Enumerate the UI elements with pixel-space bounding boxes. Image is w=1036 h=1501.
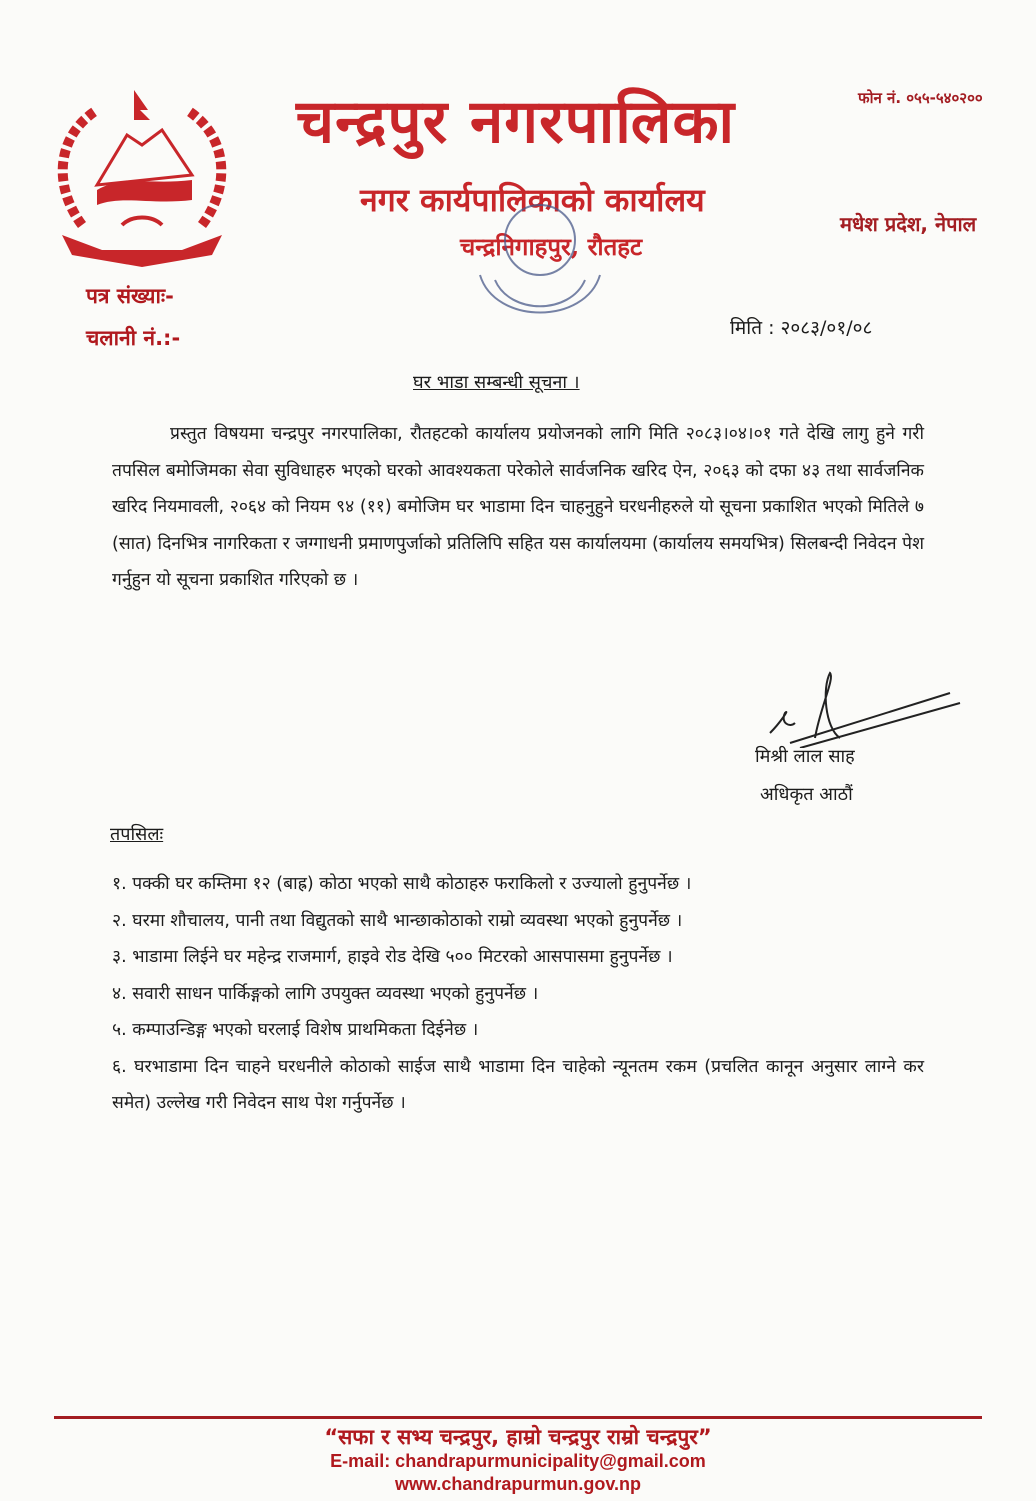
notice-subject: घर भाडा सम्बन्धी सूचना । bbox=[413, 372, 580, 393]
office-name: नगर कार्यपालिकाको कार्यालय bbox=[360, 181, 705, 219]
signatory-name: मिश्री लाल साह bbox=[755, 746, 855, 767]
letter-date: मिति : २०८३/०१/०८ bbox=[730, 317, 873, 339]
footer-slogan: “सफा र सभ्य चन्द्रपुर, हाम्रो चन्द्रपुर राम्रो चन्द्रपुर” bbox=[324, 1425, 712, 1449]
footer-email[interactable]: E-mail: chandrapurmunicipality@gmail.com bbox=[330, 1451, 706, 1471]
dispatch-number-label: चलानी नं.:- bbox=[86, 326, 181, 350]
office-stamp-icon bbox=[455, 195, 625, 345]
office-location: चन्द्रनिगाहपुर, रौतहट bbox=[460, 232, 643, 261]
details-heading: तपसिलः bbox=[110, 824, 164, 845]
phone-number: फोन नं. ०५५-५४०२०० bbox=[858, 89, 983, 107]
handwritten-signature-icon bbox=[760, 668, 970, 748]
nepal-emblem-icon bbox=[42, 75, 242, 275]
list-item: २. घरमा शौचालय, पानी तथा विद्युतको साथै भान्छाकोठाको राम्रो व्यवस्था भएको हुनुपर्नेछ । bbox=[112, 910, 683, 931]
letter-number-label: पत्र संख्याः- bbox=[86, 284, 174, 308]
footer-divider bbox=[54, 1416, 982, 1419]
province: मधेश प्रदेश, नेपाल bbox=[840, 212, 977, 236]
list-item: ६. घरभाडामा दिन चाहने घरधनीले कोठाको साईज साथै भाडामा दिन चाहेको न्यूनतम रकम (प्रचलित कानून अनुसार लाग्ने कर समेत) उल्लेख गरी निवेदन साथ पेश गर्नुपर्नेछ । bbox=[112, 1056, 924, 1113]
list-item: १. पक्की घर कम्तिमा १२ (बाह्र) कोठा भएको साथै कोठाहरु फराकिलो र उज्यालो हुनुपर्नेछ । bbox=[112, 874, 692, 894]
list-item: ४. सवारी साधन पार्किङ्गको लागि उपयुक्त व्यवस्था भएको हुनुपर्नेछ । bbox=[112, 983, 539, 1004]
list-item: ३. भाडामा लिईने घर महेन्द्र राजमार्ग, हाइवे रोड देखि ५०० मिटरको आसपासमा हुनुपर्नेछ । bbox=[112, 947, 673, 967]
details-list bbox=[112, 866, 924, 1122]
notice-body: प्रस्तुत विषयमा चन्द्रपुर नगरपालिका, रौतहटको कार्यालय प्रयोजनको लागि मिति २०८३।०४।०१ गते देखि लागु हुने गरी तपसिल बमोजिमका सेवा सुविधाहरु भएको घरको आवश्यकता परेकोले सार्वजनिक खरिद ऐन, २०६३ को दफा ४३ तथा सार्वजनिक खरिद नियमावली, २०६४ को नियम ९४ (११) बमोजिम घर भाडामा दिन चाहनुहुने घरधनीहरुले यो सूचना प्रकाशित भएको मितिले ७ (सात) दिनभित्र नागरिकता र जग्गाधनी प्रमाणपुर्जाको प्रतिलिपि सहित यस कार्यालयमा (कार्यालय समयभित्र) सिलबन्दी निवेदन पेश गर्नुहुन यो सूचना प्रकाशित गरिएको छ । bbox=[112, 424, 924, 590]
footer-website[interactable]: www.chandrapurmun.gov.np bbox=[394, 1474, 641, 1494]
municipality-name: चन्द्रपुर नगरपालिका bbox=[296, 87, 736, 157]
list-item: ५. कम्पाउन्डिङ्ग भएको घरलाई विशेष प्राथमिकता दिईनेछ । bbox=[112, 1020, 479, 1040]
signatory-designation: अधिकृत आठौं bbox=[760, 784, 853, 805]
